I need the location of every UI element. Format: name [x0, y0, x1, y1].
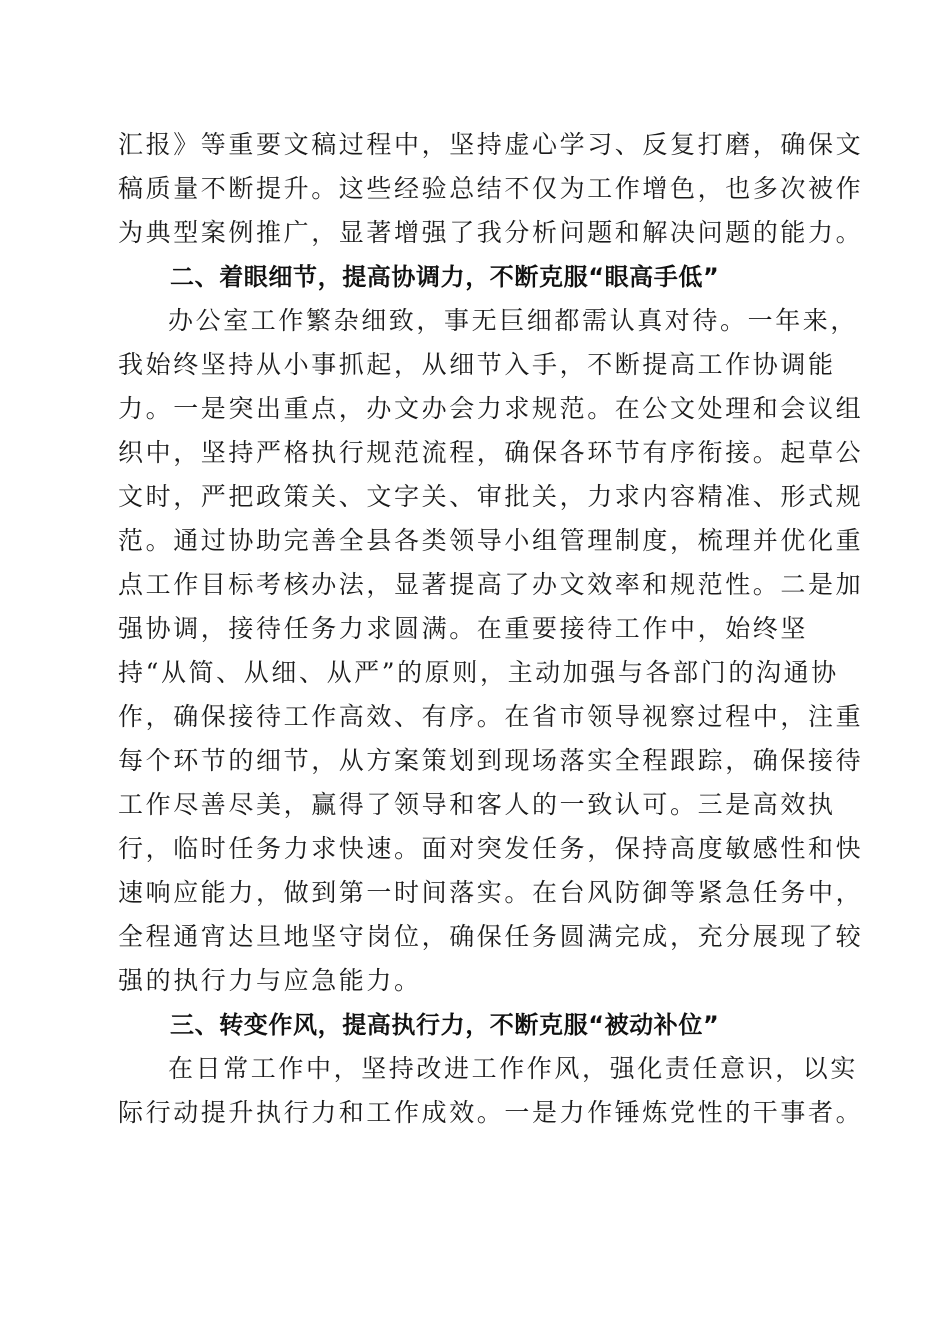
body-text-line: 汇报》等重要文稿过程中，坚持虚心学习、反复打磨，确保文	[118, 130, 864, 159]
section-heading-2: 二、着眼细节，提高协调力，不断克服“眼高手低”	[170, 263, 720, 291]
section-heading-3: 三、转变作风，提高执行力，不断克服“被动补位”	[170, 1011, 720, 1039]
body-text-line: 文时，严把政策关、文字关、审批关，力求内容精准、形式规	[118, 482, 864, 511]
body-text-line: 全程通宵达旦地坚守岗位，确保任务圆满完成，充分展现了较	[118, 922, 864, 951]
body-text-line: 范。通过协助完善全县各类领导小组管理制度，梳理并优化重	[118, 526, 864, 555]
body-text-line: 工作尽善尽美，赢得了领导和客人的一致认可。三是高效执	[118, 790, 836, 819]
paragraph-first-line: 在日常工作中，坚持改进工作作风，强化责任意识，以实	[168, 1054, 859, 1083]
body-text-line: 力。一是突出重点，办文办会力求规范。在公文处理和会议组	[118, 394, 864, 423]
body-text-line: 速响应能力，做到第一时间落实。在台风防御等紧急任务中，	[118, 878, 864, 907]
body-text-line: 强的执行力与应急能力。	[118, 966, 422, 995]
body-text-line: 每个环节的细节，从方案策划到现场落实全程跟踪，确保接待	[118, 746, 864, 775]
body-text-line: 我始终坚持从小事抓起，从细节入手，不断提高工作协调能	[118, 350, 836, 379]
paragraph-first-line: 办公室工作繁杂细致，事无巨细都需认真对待。一年来，	[168, 306, 859, 335]
body-text-line: 作，确保接待工作高效、有序。在省市领导视察过程中，注重	[118, 702, 864, 731]
body-text-line: 行，临时任务力求快速。面对突发任务，保持高度敏感性和快	[118, 834, 864, 863]
body-text-line: 点工作目标考核办法，显著提高了办文效率和规范性。二是加	[118, 570, 864, 599]
body-text-line: 强协调，接待任务力求圆满。在重要接待工作中，始终坚	[118, 614, 809, 643]
body-text-line: 际行动提升执行力和工作成效。一是力作锤炼党性的干事者。	[118, 1098, 864, 1127]
body-text-line: 持“从简、从细、从严”的原则，主动加强与各部门的沟通协	[118, 658, 839, 687]
body-text-line: 稿质量不断提升。这些经验总结不仅为工作增色，也多次被作	[118, 174, 864, 203]
body-text-line: 为典型案例推广，显著增强了我分析问题和解决问题的能力。	[118, 218, 864, 247]
body-text-line: 织中，坚持严格执行规范流程，确保各环节有序衔接。起草公	[118, 438, 864, 467]
